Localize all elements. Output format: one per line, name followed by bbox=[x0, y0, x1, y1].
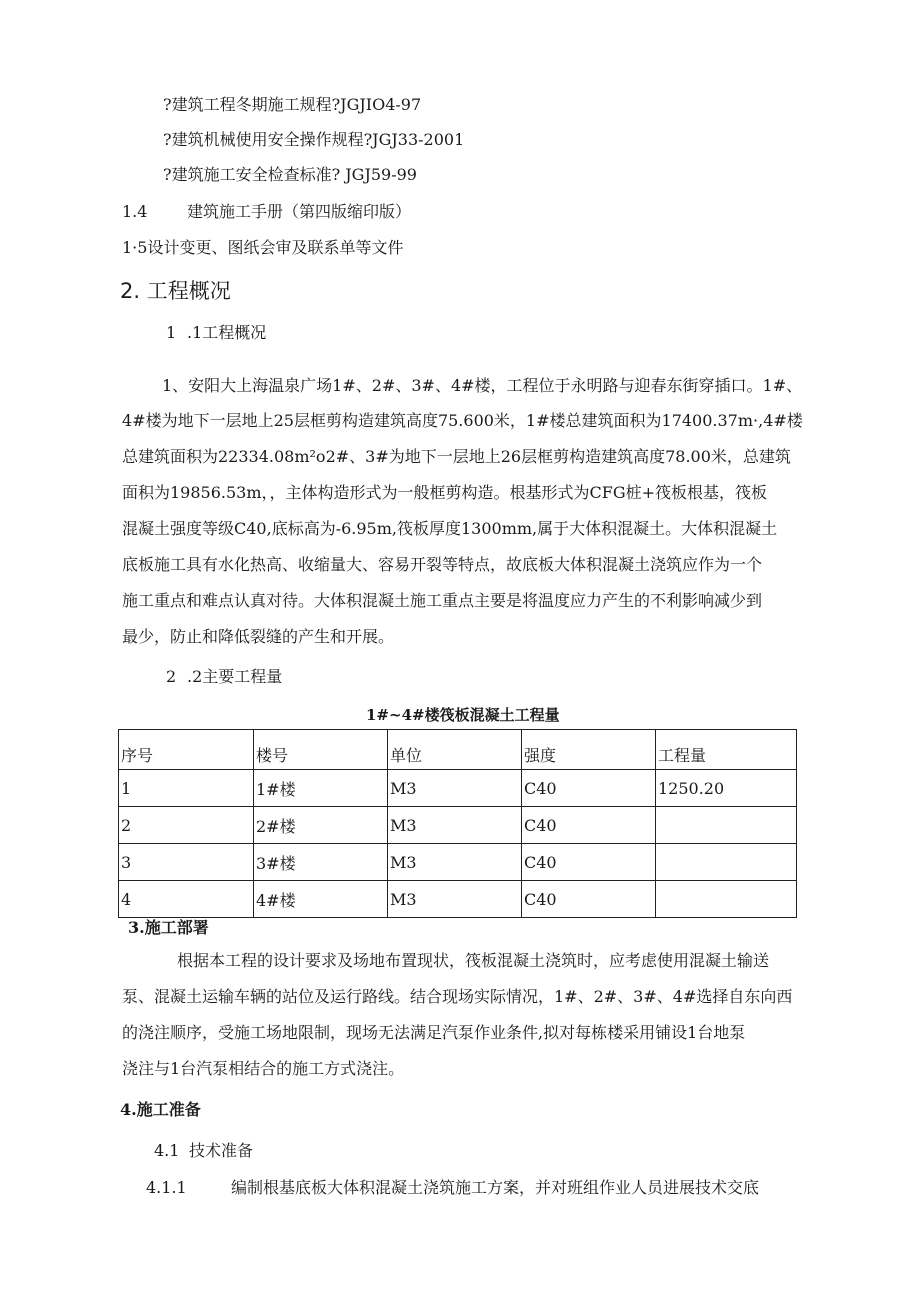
paragraph-line: 面积为19856.53m，，主体构造形式为一般框剪构造。根基形式为CFG桩+筏板根基，筏板 bbox=[122, 483, 768, 502]
item-4-1-1-number: 4.1.1 bbox=[146, 1178, 187, 1197]
reference-line-2: ?建筑机械使用安全操作规程?JGJ33-2001 bbox=[163, 130, 465, 149]
table-cell: M3 bbox=[388, 770, 522, 807]
quantity-table bbox=[118, 729, 797, 918]
table-cell: M3 bbox=[388, 807, 522, 844]
section-3-heading: 3.施工部署 bbox=[128, 918, 209, 937]
table-cell: 4#楼 bbox=[254, 881, 388, 918]
subsection-4-1-title: 技术准备 bbox=[189, 1141, 254, 1160]
table-cell: C40 bbox=[522, 881, 656, 918]
paragraph-line: 混凝土强度等级C40,底标高为-6.95m,筏板厚度1300mm,属于大体积混凝土。大体积混凝土 bbox=[122, 519, 778, 538]
table-row bbox=[119, 770, 797, 807]
table-cell: 3#楼 bbox=[254, 844, 388, 881]
table-caption: 1#~4#楼筏板混凝土工程量 bbox=[366, 706, 560, 724]
table-cell: C40 bbox=[522, 844, 656, 881]
paragraph-line: 底板施工具有水化热高、收缩量大、容易开裂等特点，故底板大体积混凝土浇筑应作为一个 bbox=[122, 555, 763, 574]
subsection-2-2-number: 2 bbox=[166, 667, 177, 686]
paragraph-line: 最少，防止和降低裂缝的产生和开展。 bbox=[122, 627, 395, 646]
section-2-heading: 2. 工程概况 bbox=[120, 279, 231, 303]
paragraph-line: 4#楼为地下一层地上25层框剪构造建筑高度75.600米，1#楼总建筑面积为17400.37m·,4#楼 bbox=[122, 411, 803, 430]
table-cell: C40 bbox=[522, 770, 656, 807]
reference-line-3: ?建筑施工安全检查标准? JGJ59-99 bbox=[163, 165, 417, 184]
table-cell bbox=[656, 844, 797, 881]
table-cell bbox=[656, 807, 797, 844]
table-cell: 2 bbox=[119, 807, 254, 844]
paragraph-line: 浇注与1台汽泵相结合的施工方式浇注。 bbox=[122, 1059, 405, 1078]
paragraph-line: 施工重点和难点认真对待。大体积混凝土施工重点主要是将温度应力产生的不利影响减少到 bbox=[122, 591, 763, 610]
table-cell: 3 bbox=[119, 844, 254, 881]
table-cell bbox=[656, 881, 797, 918]
table-header-row bbox=[119, 730, 797, 770]
table-row bbox=[119, 807, 797, 844]
paragraph-line: 总建筑面积为22334.08m²o2#、3#为地下一层地上26层框剪构造建筑高度78.00米，总建筑 bbox=[122, 447, 791, 466]
paragraph-line: 的浇注顺序，受施工场地限制，现场无法满足汽泵作业条件,拟对每栋楼采用铺设1台地泵 bbox=[122, 1023, 746, 1042]
header-cell: 强度 bbox=[522, 730, 656, 770]
table-row bbox=[119, 844, 797, 881]
subsection-2-1-number: 1 bbox=[166, 323, 177, 342]
reference-line-1: ?建筑工程冬期施工规程?JGJIO4-97 bbox=[163, 95, 422, 114]
table-cell: 1 bbox=[119, 770, 254, 807]
table-cell: 1#楼 bbox=[254, 770, 388, 807]
item-1-5: 1·5设计变更、图纸会审及联系单等文件 bbox=[122, 238, 404, 257]
table-cell: 4 bbox=[119, 881, 254, 918]
item-4-1-1-text: 编制根基底板大体积混凝土浇筑施工方案，并对班组作业人员进展技术交底 bbox=[231, 1178, 760, 1197]
subsection-2-2-title: .2主要工程量 bbox=[187, 667, 283, 686]
table-cell: 2#楼 bbox=[254, 807, 388, 844]
paragraph-line: 根据本工程的设计要求及场地布置现状，筏板混凝土浇筑时，应考虑使用混凝土输送 bbox=[177, 951, 770, 970]
header-cell: 工程量 bbox=[656, 730, 797, 770]
section-4-heading: 4.施工准备 bbox=[120, 1100, 201, 1119]
item-1-4-text: 建筑施工手册（第四版缩印版） bbox=[187, 202, 412, 221]
paragraph-line: 1、安阳大上海温泉广场1#、2#、3#、4#楼，工程位于永明路与迎春东街穿插口。1#、 bbox=[162, 376, 803, 395]
paragraph-line: 泵、混凝土运输车辆的站位及运行路线。结合现场实际情况，1#、2#、3#、4#选择自东向西 bbox=[122, 987, 793, 1006]
table-row bbox=[119, 881, 797, 918]
table-cell: C40 bbox=[522, 807, 656, 844]
header-cell: 序号 bbox=[119, 730, 254, 770]
table-cell: M3 bbox=[388, 844, 522, 881]
item-1-4-number: 1.4 bbox=[122, 202, 148, 221]
subsection-4-1-number: 4.1 bbox=[154, 1141, 180, 1160]
header-cell: 楼号 bbox=[254, 730, 388, 770]
subsection-2-1-title: .1工程概况 bbox=[187, 323, 267, 342]
table-cell: 1250.20 bbox=[656, 770, 797, 807]
header-cell: 单位 bbox=[388, 730, 522, 770]
table-cell: M3 bbox=[388, 881, 522, 918]
